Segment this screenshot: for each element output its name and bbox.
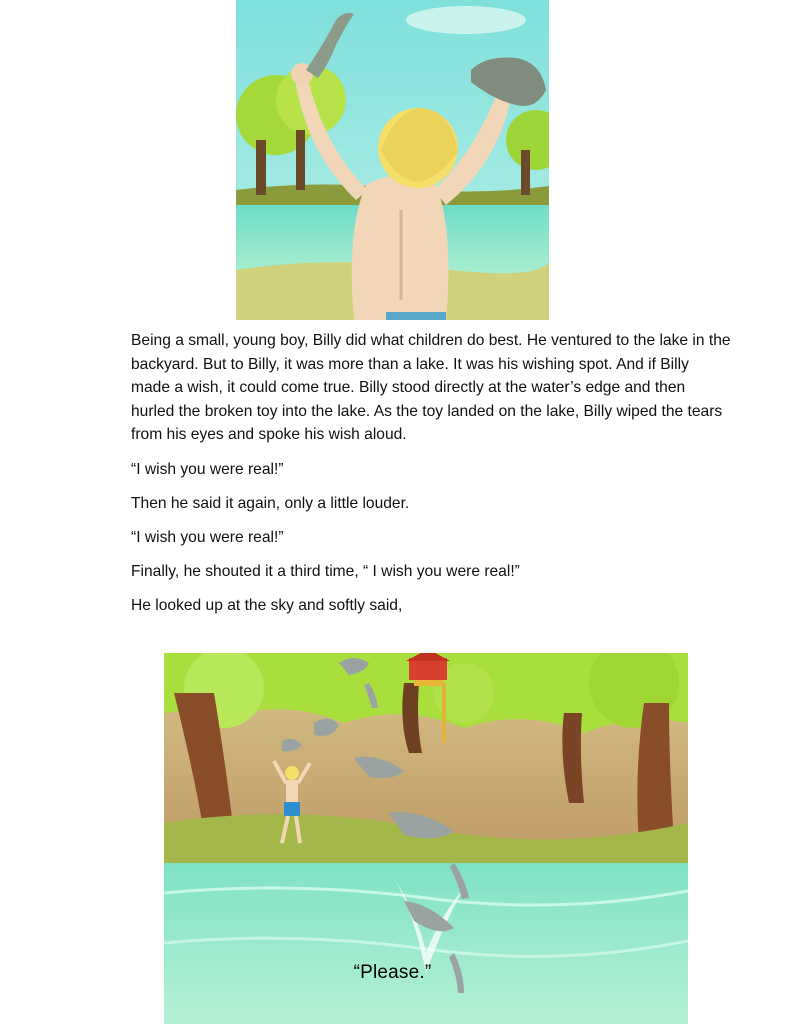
story-text <box>131 329 731 628</box>
story-paragraph: Finally, he shouted it a third time, “ I wish you were real!” <box>131 562 520 580</box>
story-paragraph: Being a small, young boy, Billy did what children do best. He ventured to the lake in the backyard. But to Billy, it was more than a lake. It was his wishing spot. And if Billy made a wish, it could come true. Billy stood directly at the water’s edge and then hurled the broken toy into the lake. As the toy landed on the lake, Billy wiped the tears from his eyes and spoke his wish aloud. <box>131 332 731 443</box>
story-paragraph: Then he said it again, only a little louder. <box>131 494 410 512</box>
story-paragraph: “I wish you were real!” <box>131 460 284 478</box>
illustration-boy-holding-toy <box>236 0 549 320</box>
story-paragraph: He looked up at the sky and softly said, <box>131 596 403 614</box>
bottom-caption: “Please.” <box>353 962 432 983</box>
story-paragraph: “I wish you were real!” <box>131 528 284 546</box>
